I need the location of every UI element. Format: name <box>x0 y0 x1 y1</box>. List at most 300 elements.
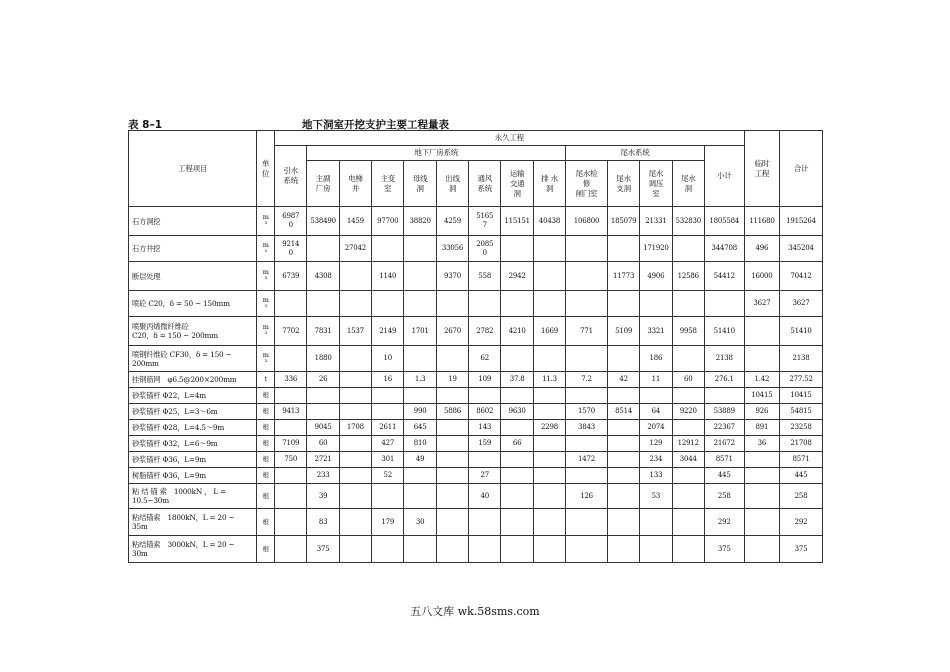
row-value <box>672 236 704 262</box>
row-value <box>533 236 565 262</box>
row-value: 9045 <box>307 420 339 436</box>
table-row <box>129 207 823 236</box>
row-value: 40438 <box>533 207 565 236</box>
row-value <box>404 484 436 509</box>
row-value: 5886 <box>436 404 468 420</box>
row-value: 292 <box>780 509 823 536</box>
row-value: 810 <box>404 436 436 452</box>
row-value <box>404 388 436 404</box>
table-row <box>129 536 823 563</box>
header-tail-gate-chamber: 尾水检 修 闸门室 <box>566 161 608 207</box>
header-tail-surge: 尾水 调压 室 <box>640 161 672 207</box>
row-value: 106800 <box>566 207 608 236</box>
row-value: 21331 <box>640 207 672 236</box>
row-unit: 根 <box>257 404 275 420</box>
row-value <box>607 468 639 484</box>
row-value <box>436 346 468 372</box>
row-unit: m ³ <box>257 236 275 262</box>
row-value: 133 <box>640 468 672 484</box>
row-item: 砂浆锚杆 Φ36，L=9m <box>129 452 257 468</box>
row-value: 8571 <box>704 452 744 468</box>
row-value <box>533 452 565 468</box>
row-value: 30 <box>404 509 436 536</box>
row-value: 49 <box>404 452 436 468</box>
table-row <box>129 484 823 509</box>
row-value: 5109 <box>607 317 639 346</box>
row-value <box>501 509 533 536</box>
row-unit: m ³ <box>257 317 275 346</box>
row-value <box>501 291 533 317</box>
row-value: 33056 <box>436 236 468 262</box>
row-value: 54412 <box>704 262 744 291</box>
row-value <box>533 346 565 372</box>
row-value: 3627 <box>744 291 779 317</box>
row-value <box>744 509 779 536</box>
row-value: 53 <box>640 484 672 509</box>
row-unit: 根 <box>257 468 275 484</box>
header-main-transformer: 主变 室 <box>372 161 404 207</box>
row-value: 9220 <box>672 404 704 420</box>
row-value: 1708 <box>339 420 371 436</box>
row-value: 336 <box>275 372 307 388</box>
row-value: 1140 <box>372 262 404 291</box>
table-caption <box>128 117 823 131</box>
row-value: 9413 <box>275 404 307 420</box>
row-value: 2721 <box>307 452 339 468</box>
row-value: 70412 <box>780 262 823 291</box>
row-value <box>436 388 468 404</box>
row-value <box>501 420 533 436</box>
row-unit: m ³ <box>257 346 275 372</box>
row-value: 9630 <box>501 404 533 420</box>
row-value <box>607 484 639 509</box>
row-value: 111680 <box>744 207 779 236</box>
row-unit: t <box>257 372 275 388</box>
row-value <box>607 509 639 536</box>
row-value <box>372 536 404 563</box>
row-value <box>672 536 704 563</box>
row-value <box>672 420 704 436</box>
row-value: 990 <box>404 404 436 420</box>
row-value <box>339 468 371 484</box>
header-underground-plant: 地下厂房系统 <box>307 146 566 161</box>
row-value: 2138 <box>780 346 823 372</box>
row-value <box>607 536 639 563</box>
row-value: 2670 <box>436 317 468 346</box>
header-item: 工程项目 <box>129 131 257 207</box>
row-value <box>404 236 436 262</box>
row-value <box>501 536 533 563</box>
row-item: 砂浆锚杆 Φ28，L=4.5～9m <box>129 420 257 436</box>
row-value: 53889 <box>704 404 744 420</box>
row-value <box>607 346 639 372</box>
row-value <box>607 452 639 468</box>
header-tail-tunnel: 尾水 洞 <box>672 161 704 207</box>
row-value: 277.52 <box>780 372 823 388</box>
row-value: 42 <box>607 372 639 388</box>
row-value: 3044 <box>672 452 704 468</box>
row-value: 345204 <box>780 236 823 262</box>
row-value <box>275 536 307 563</box>
row-value <box>339 436 371 452</box>
header-diversion: 引水 系统 <box>275 146 307 207</box>
row-value: 171920 <box>640 236 672 262</box>
row-item: 砂浆锚杆 Φ25，L=3～6m <box>129 404 257 420</box>
row-value <box>275 420 307 436</box>
row-value <box>275 388 307 404</box>
row-value <box>404 346 436 372</box>
row-value: 11.3 <box>533 372 565 388</box>
row-value <box>436 509 468 536</box>
header-drain-tunnel: 排 水 洞 <box>533 161 565 207</box>
row-value: 4210 <box>501 317 533 346</box>
row-value: 2149 <box>372 317 404 346</box>
row-value <box>566 388 608 404</box>
row-value: 7109 <box>275 436 307 452</box>
row-value <box>339 536 371 563</box>
row-value <box>607 436 639 452</box>
row-value: 2074 <box>640 420 672 436</box>
row-item: 喷聚丙烯微纤维砼 C20，δ = 150 ~ 200mm <box>129 317 257 346</box>
row-value <box>607 291 639 317</box>
row-value <box>275 509 307 536</box>
row-value <box>404 468 436 484</box>
row-value: 10 <box>372 346 404 372</box>
header-permanent: 永久工程 <box>275 131 745 146</box>
row-value <box>275 291 307 317</box>
row-value: 2782 <box>469 317 501 346</box>
row-value: 12912 <box>672 436 704 452</box>
row-value <box>566 436 608 452</box>
row-value: 40 <box>469 484 501 509</box>
row-value <box>607 420 639 436</box>
row-value <box>436 452 468 468</box>
table-row <box>129 262 823 291</box>
row-value: 6739 <box>275 262 307 291</box>
row-value <box>339 346 371 372</box>
row-value: 2611 <box>372 420 404 436</box>
row-item: 喷钢纤维砼 CF30，δ = 150 ~ 200mm <box>129 346 257 372</box>
row-value <box>501 484 533 509</box>
row-value <box>566 262 608 291</box>
row-value: 427 <box>372 436 404 452</box>
header-tailwater: 尾水系统 <box>566 146 705 161</box>
row-value <box>533 388 565 404</box>
row-value: 38820 <box>404 207 436 236</box>
header-transport-tunnel: 运输 交通 洞 <box>501 161 533 207</box>
row-value: 4259 <box>436 207 468 236</box>
table-row <box>129 420 823 436</box>
row-value: 258 <box>780 484 823 509</box>
row-value: 109 <box>469 372 501 388</box>
row-value <box>469 388 501 404</box>
header-tail-branch: 尾水 支洞 <box>607 161 639 207</box>
row-item: 石方井挖 <box>129 236 257 262</box>
header-total: 合计 <box>780 131 823 207</box>
row-value: 97700 <box>372 207 404 236</box>
row-value <box>469 452 501 468</box>
row-value <box>372 291 404 317</box>
row-item: 挂钢筋网 φ6.5@200×200mm <box>129 372 257 388</box>
row-value <box>372 388 404 404</box>
row-value <box>339 291 371 317</box>
row-value <box>533 436 565 452</box>
row-value: 51410 <box>704 317 744 346</box>
row-value: 445 <box>704 468 744 484</box>
row-value <box>275 346 307 372</box>
row-value: 2085 0 <box>469 236 501 262</box>
row-value <box>404 262 436 291</box>
row-item: 粘结锚索 1800kN，L = 20 ~ 35m <box>129 509 257 536</box>
row-unit: 根 <box>257 536 275 563</box>
row-value <box>339 262 371 291</box>
row-value: 129 <box>640 436 672 452</box>
row-value <box>339 509 371 536</box>
row-unit: m ³ <box>257 291 275 317</box>
row-value <box>672 388 704 404</box>
table-row <box>129 509 823 536</box>
row-item: 喷砼 C20，δ = 50 ~ 150mm <box>129 291 257 317</box>
table-row <box>129 468 823 484</box>
row-value: 27 <box>469 468 501 484</box>
row-value <box>469 536 501 563</box>
row-value <box>275 468 307 484</box>
row-value: 1669 <box>533 317 565 346</box>
row-value <box>744 452 779 468</box>
row-value: 179 <box>372 509 404 536</box>
row-value: 375 <box>704 536 744 563</box>
row-value: 645 <box>404 420 436 436</box>
row-value: 8571 <box>780 452 823 468</box>
row-value <box>404 536 436 563</box>
row-value: 11773 <box>607 262 639 291</box>
row-value: 143 <box>469 420 501 436</box>
row-item: 砂浆锚杆 Φ22，L=4m <box>129 388 257 404</box>
row-unit: 根 <box>257 388 275 404</box>
row-value: 1880 <box>307 346 339 372</box>
row-value: 234 <box>640 452 672 468</box>
row-value: 60 <box>307 436 339 452</box>
row-value: 1.3 <box>404 372 436 388</box>
table-row <box>129 291 823 317</box>
row-value: 1472 <box>566 452 608 468</box>
quantity-table <box>128 130 823 563</box>
table-title: 地下洞室开挖支护主要工程量表 <box>302 119 449 131</box>
row-value: 27042 <box>339 236 371 262</box>
row-value <box>307 291 339 317</box>
row-value: 7702 <box>275 317 307 346</box>
row-value <box>436 536 468 563</box>
row-value <box>501 236 533 262</box>
header-subtotal: 小计 <box>704 146 744 207</box>
row-value <box>275 484 307 509</box>
row-value <box>566 236 608 262</box>
row-value: 2298 <box>533 420 565 436</box>
row-value: 52 <box>372 468 404 484</box>
row-value: 233 <box>307 468 339 484</box>
row-value <box>469 509 501 536</box>
row-value: 891 <box>744 420 779 436</box>
row-value: 558 <box>469 262 501 291</box>
row-value: 445 <box>780 468 823 484</box>
footer-watermark: 五八文库 wk.58sms.com <box>410 605 540 618</box>
row-value: 37.8 <box>501 372 533 388</box>
row-value <box>501 388 533 404</box>
row-value <box>339 372 371 388</box>
row-value: 1915264 <box>780 207 823 236</box>
row-value <box>672 468 704 484</box>
header-unit: 单 位 <box>257 131 275 207</box>
row-value: 9370 <box>436 262 468 291</box>
row-value <box>533 262 565 291</box>
table-row <box>129 436 823 452</box>
row-value: 36 <box>744 436 779 452</box>
table-row <box>129 388 823 404</box>
row-value: 54815 <box>780 404 823 420</box>
row-value <box>744 484 779 509</box>
row-value: 1570 <box>566 404 608 420</box>
row-value: 3843 <box>566 420 608 436</box>
row-item: 砂浆锚杆 Φ32，L=6～9m <box>129 436 257 452</box>
row-value: 4308 <box>307 262 339 291</box>
row-value <box>436 484 468 509</box>
row-value: 2138 <box>704 346 744 372</box>
row-value <box>307 236 339 262</box>
row-value: 926 <box>744 404 779 420</box>
row-value <box>704 388 744 404</box>
row-value <box>566 468 608 484</box>
row-value <box>566 509 608 536</box>
row-value <box>744 317 779 346</box>
row-value <box>372 236 404 262</box>
row-value: 1805584 <box>704 207 744 236</box>
table-row <box>129 404 823 420</box>
row-value: 3321 <box>640 317 672 346</box>
table-row <box>129 346 823 372</box>
header-temporary: 临时 工程 <box>744 131 779 207</box>
row-value <box>372 484 404 509</box>
table-number: 表 8–1 <box>128 119 163 131</box>
row-value: 62 <box>469 346 501 372</box>
row-value: 771 <box>566 317 608 346</box>
header-main-plant: 主副 厂房 <box>307 161 339 207</box>
row-value <box>640 536 672 563</box>
row-value: 186 <box>640 346 672 372</box>
row-value: 9214 0 <box>275 236 307 262</box>
row-value: 39 <box>307 484 339 509</box>
row-value: 11 <box>640 372 672 388</box>
row-value <box>744 468 779 484</box>
header-outlet-tunnel: 出线 洞 <box>436 161 468 207</box>
row-value: 496 <box>744 236 779 262</box>
row-value: 258 <box>704 484 744 509</box>
row-item: 树脂锚杆 Φ36，L=9m <box>129 468 257 484</box>
row-value <box>501 346 533 372</box>
row-value: 22367 <box>704 420 744 436</box>
row-value: 5165 7 <box>469 207 501 236</box>
row-value <box>533 291 565 317</box>
row-value: 292 <box>704 509 744 536</box>
row-value: 23258 <box>780 420 823 436</box>
table-row <box>129 317 823 346</box>
row-value: 10415 <box>744 388 779 404</box>
row-unit: 根 <box>257 436 275 452</box>
row-value <box>501 452 533 468</box>
row-value: 51410 <box>780 317 823 346</box>
row-value <box>566 291 608 317</box>
header-elevator-shaft: 电梯 井 <box>339 161 371 207</box>
row-value <box>607 388 639 404</box>
row-value <box>501 468 533 484</box>
row-value: 7.2 <box>566 372 608 388</box>
row-value: 21672 <box>704 436 744 452</box>
row-unit: 根 <box>257 452 275 468</box>
row-value: 276.1 <box>704 372 744 388</box>
row-value <box>704 291 744 317</box>
row-value: 1701 <box>404 317 436 346</box>
row-value <box>640 388 672 404</box>
row-value <box>672 509 704 536</box>
row-value: 6987 0 <box>275 207 307 236</box>
row-value: 1537 <box>339 317 371 346</box>
row-value <box>640 509 672 536</box>
table-body <box>129 207 823 563</box>
row-value: 8602 <box>469 404 501 420</box>
row-value <box>533 468 565 484</box>
header-busbar-tunnel: 母线 洞 <box>404 161 436 207</box>
row-value: 126 <box>566 484 608 509</box>
row-item: 粘 结 锚 索 1000kN ， L = 10.5~30m <box>129 484 257 509</box>
row-unit: m ³ <box>257 262 275 291</box>
row-value <box>533 484 565 509</box>
row-value <box>339 404 371 420</box>
row-value <box>372 404 404 420</box>
row-value <box>436 420 468 436</box>
row-value: 83 <box>307 509 339 536</box>
row-value: 4906 <box>640 262 672 291</box>
row-value <box>436 291 468 317</box>
row-value: 21708 <box>780 436 823 452</box>
row-value <box>533 509 565 536</box>
row-value: 26 <box>307 372 339 388</box>
row-value: 344708 <box>704 236 744 262</box>
row-unit: 根 <box>257 484 275 509</box>
table-row <box>129 372 823 388</box>
row-value <box>436 436 468 452</box>
row-value <box>307 388 339 404</box>
row-value <box>640 291 672 317</box>
row-value <box>566 536 608 563</box>
table-row <box>129 452 823 468</box>
row-value <box>672 291 704 317</box>
row-value: 301 <box>372 452 404 468</box>
row-value: 19 <box>436 372 468 388</box>
row-value <box>744 346 779 372</box>
row-value: 66 <box>501 436 533 452</box>
row-value <box>566 346 608 372</box>
row-value: 538490 <box>307 207 339 236</box>
row-item: 断层处理 <box>129 262 257 291</box>
row-value: 185079 <box>607 207 639 236</box>
row-value: 7831 <box>307 317 339 346</box>
row-value: 60 <box>672 372 704 388</box>
row-value: 532830 <box>672 207 704 236</box>
row-value <box>469 291 501 317</box>
row-unit: m ³ <box>257 207 275 236</box>
row-value: 3627 <box>780 291 823 317</box>
row-value <box>436 468 468 484</box>
row-value: 9958 <box>672 317 704 346</box>
